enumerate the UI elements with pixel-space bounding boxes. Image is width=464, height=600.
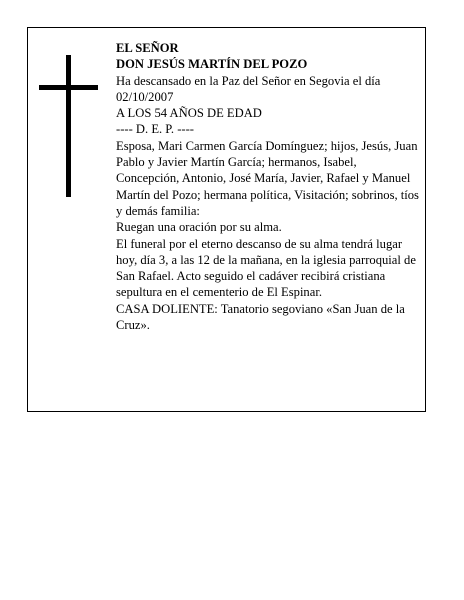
deceased-name: DON JESÚS MARTÍN DEL POZO <box>116 57 308 72</box>
notice-text <box>116 40 421 333</box>
cross-horizontal-bar <box>39 85 98 90</box>
rip-line: ---- D. E. P. ---- <box>116 122 194 137</box>
notice-title: EL SEÑOR <box>116 41 179 55</box>
family-list: Esposa, Mari Carmen García Domínguez; hijos, Jesús, Juan Pablo y Javier Martín García; hermanos, Isabel, Concepción, Antonio, José María, Javier, Rafael y Manuel Martín del Pozo; hermana política, Visitación; sobrinos, tíos y demás familia: <box>116 138 419 218</box>
cross-vertical-bar <box>66 55 71 197</box>
casa-doliente: CASA DOLIENTE: Tanatorio segoviano «San Juan de la Cruz». <box>116 301 405 333</box>
obituary-notice <box>27 27 426 412</box>
age-statement: A LOS 54 AÑOS DE EDAD <box>116 106 262 121</box>
death-statement: Ha descansado en la Paz del Señor en Segovia el día 02/10/2007 <box>116 73 381 104</box>
prayer-request: Ruegan una oración por su alma. <box>116 220 282 235</box>
funeral-details: El funeral por el eterno descanso de su alma tendrá lugar hoy, día 3, a las 12 de la mañana, en la iglesia parroquial de San Rafael. Acto seguido el cadáver recibirá cristiana sepultura en el cementerio de El Espinar. <box>116 236 416 300</box>
